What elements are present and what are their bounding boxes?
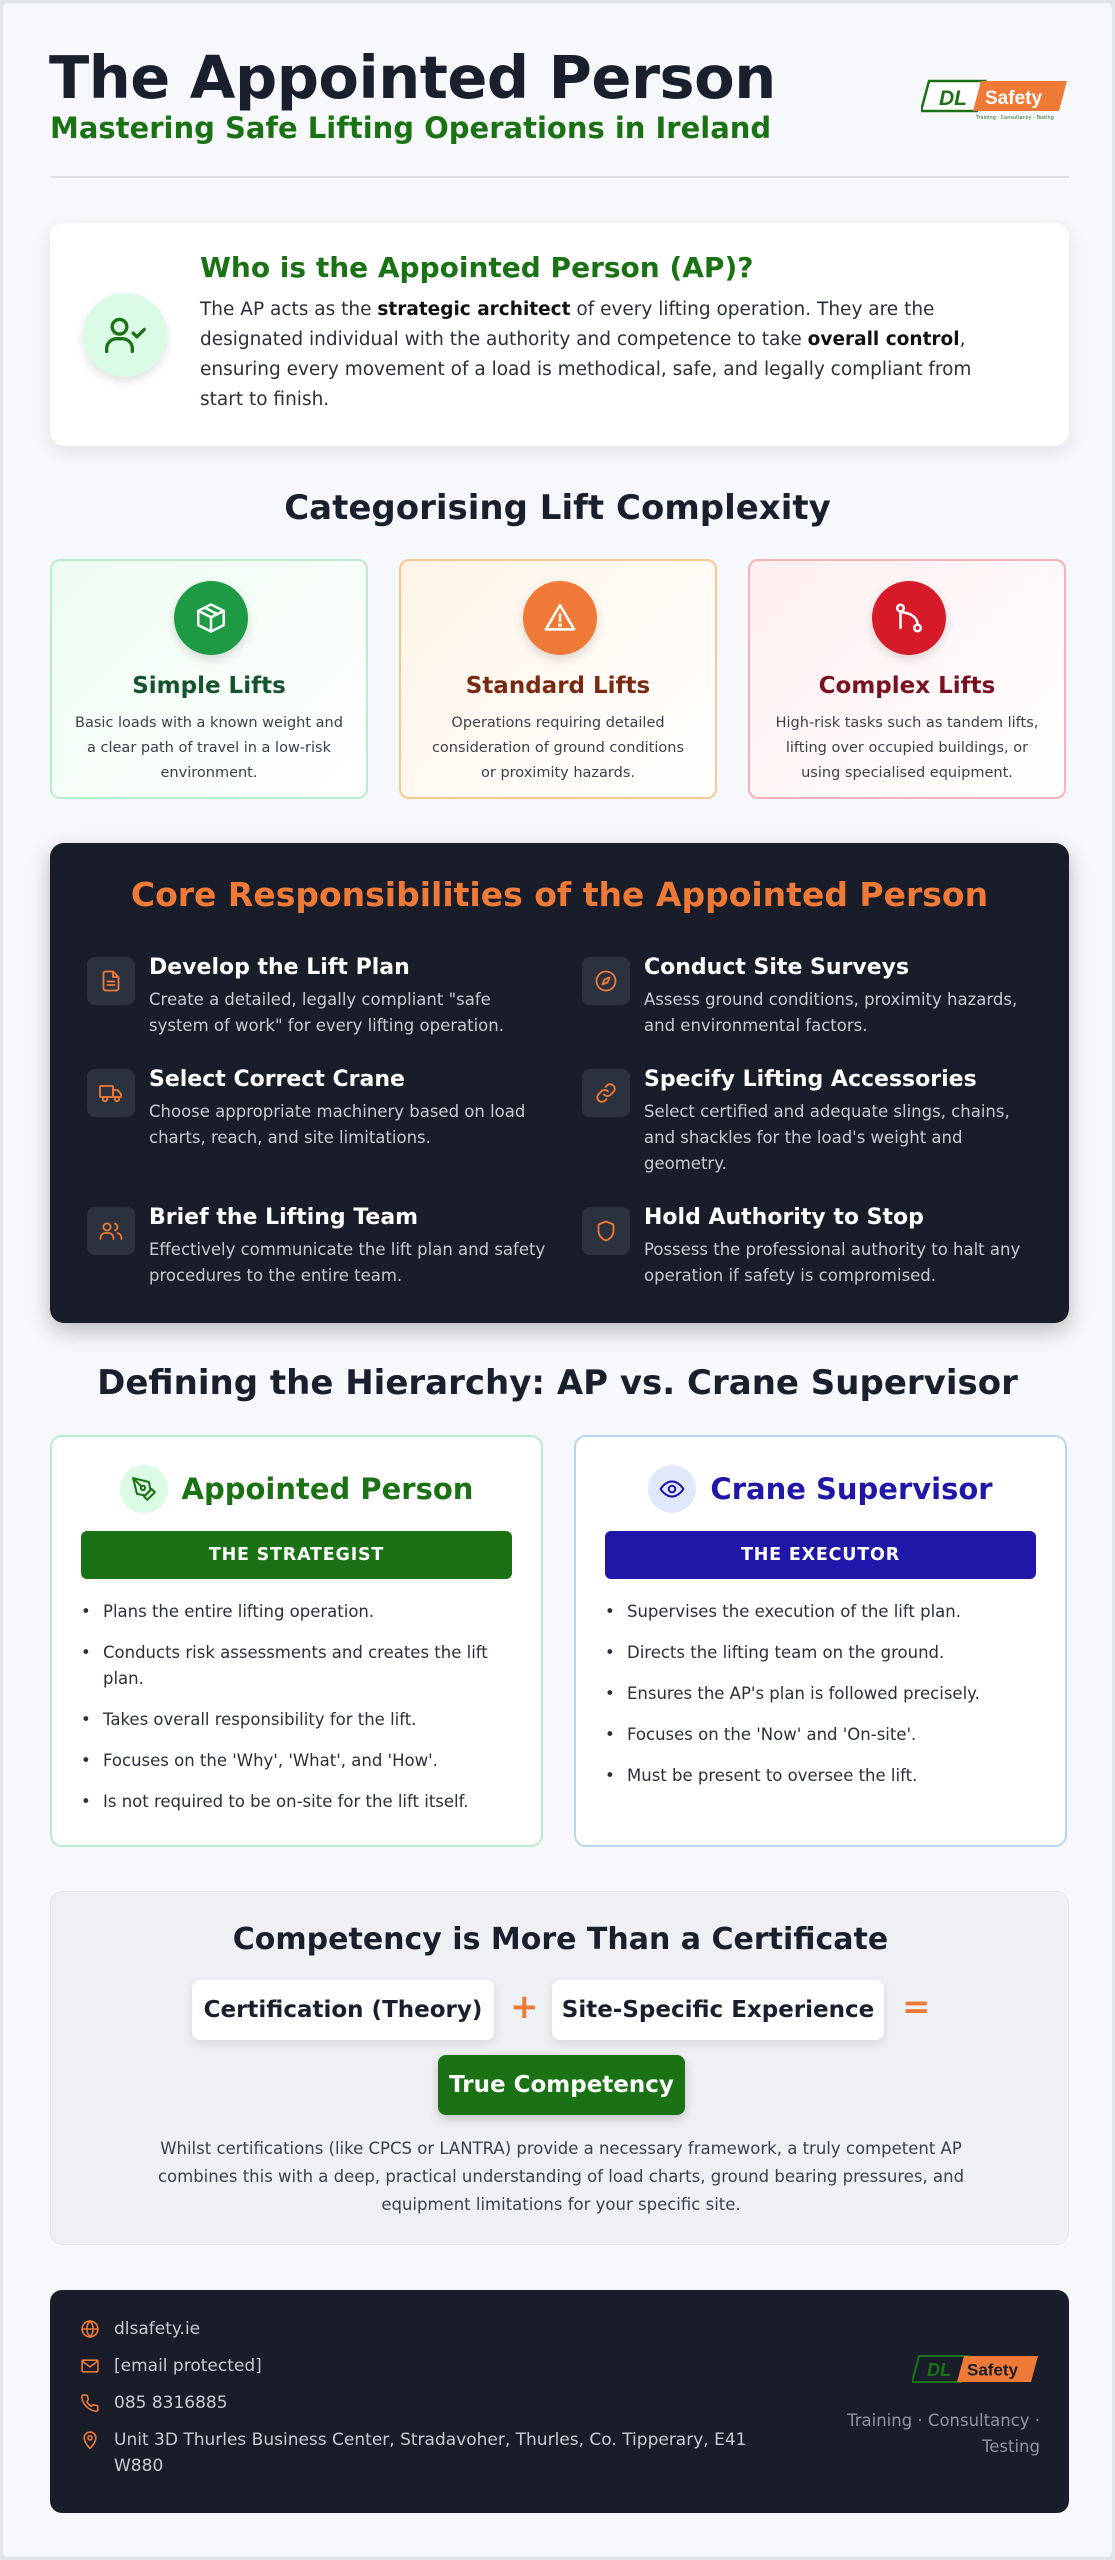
header-divider [50,176,1069,178]
document-icon [87,957,135,1005]
footer-logo-dl: DL [927,2360,951,2380]
crane-supervisor-title: Crane Supervisor [710,1472,993,1506]
dl-safety-logo[interactable] [921,79,1069,121]
resp-title: Specify Lifting Accessories [644,1067,977,1092]
link-icon [582,1069,630,1117]
complex-lifts-card [748,559,1066,799]
footer-address [78,2427,758,2479]
appointed-person-card [50,1435,543,1847]
truck-icon [87,1069,135,1117]
footer-website[interactable] [78,2316,200,2342]
map-pin-icon [78,2427,102,2453]
simple-lifts-card [50,559,368,799]
resp-title: Develop the Lift Plan [149,955,410,980]
crane-supervisor-header [576,1465,1065,1513]
phone-icon [78,2390,102,2416]
resp-title: Hold Authority to Stop [644,1205,924,1230]
footer-phone[interactable] [78,2390,228,2416]
true-competency-pill: True Competency [438,2055,685,2115]
competency-text: Whilst certifications (like CPCS or LANTRA) provide a necessary framework, a truly competent AP combines this with a deep, practical understanding of load charts, ground bearing pressures, and equipment limitations for your specific site. [157,2139,965,2214]
complex-lifts-text: High-risk tasks such as tandem lifts, lifting over occupied buildings, or using specialised equipment. [775,715,1039,781]
appointed-person-title: Appointed Person [181,1472,474,1506]
appointed-person-header [52,1465,541,1513]
core-responsibilities-panel [50,843,1069,1323]
mail-icon [78,2353,102,2379]
ap-intro-text: The AP acts as the strategic architect of every lifting operation. They are the designated individual with the authority and competence to take overall control, ensuring every movement of a load is methodical, safe, and legally compliant from start to finish. [200,299,972,410]
compass-icon [582,957,630,1005]
resp-text: Assess ground conditions, proximity hazards, and environmental factors. [644,990,1018,1035]
simple-lifts-text: Basic loads with a known weight and a clear path of travel in a low-risk environment. [75,715,343,781]
pen-tool-icon [120,1465,168,1513]
appointed-person-list [81,1599,516,1830]
footer-address-text: Unit 3D Thurles Business Center, Stradavoher, Thurles, Co. Tipperary, E41 W880 [114,2430,747,2476]
footer-website-text[interactable]: dlsafety.ie [114,2319,201,2339]
competency-panel [50,1891,1069,2245]
resp-text: Choose appropriate machinery based on load charts, reach, and site limitations. [149,1102,526,1147]
users-icon [87,1207,135,1255]
ap-intro-card [50,223,1069,446]
footer-email[interactable] [78,2353,262,2379]
list-item: • Takes overall responsibility for the lift. [81,1707,516,1733]
competency-heading: Competency is More Than a Certificate [232,1922,889,1957]
globe-icon [78,2316,102,2342]
plus-sign: + [510,1987,539,2027]
resp-text: Create a detailed, legally compliant "safe system of work" for every lifting operation. [149,990,504,1035]
resp-title: Brief the Lifting Team [149,1205,419,1230]
resp-text: Possess the professional authority to halt any operation if safety is compromised. [644,1240,1021,1285]
strategist-band: THE STRATEGIST [81,1531,512,1579]
eye-icon [648,1465,696,1513]
page-subtitle: Mastering Safe Lifting Operations in Ireland [50,111,772,145]
standard-lifts-text: Operations requiring detailed consideration of ground conditions or proximity hazards. [431,715,685,781]
executor-band: THE EXECUTOR [605,1531,1036,1579]
simple-lifts-title: Simple Lifts [132,673,286,699]
equals-sign: = [902,1987,931,2027]
certification-pill: Certification (Theory) [192,1980,494,2040]
list-item: • Plans the entire lifting operation. [81,1599,516,1625]
resp-title: Conduct Site Surveys [644,955,910,980]
ap-intro-heading: Who is the Appointed Person (AP)? [200,251,754,284]
ap-intro-bold-control: overall control [807,329,960,350]
complex-lifts-title: Complex Lifts [818,673,996,699]
logo-dl-text: DL [939,87,967,110]
footer-email-text[interactable]: [email protected] [114,2356,262,2376]
page-title: The Appointed Person [49,43,776,112]
footer-tagline: Training · Consultancy · Testing [847,2411,1040,2456]
shield-icon [582,1207,630,1255]
list-item: • Supervises the execution of the lift plan. [605,1599,1040,1625]
hierarchy-heading: Defining the Hierarchy: AP vs. Crane Supervisor [97,1363,1018,1403]
resp-title: Select Correct Crane [149,1067,405,1092]
crane-supervisor-card [574,1435,1067,1847]
ap-intro-bold-strategic: strategic architect [377,299,571,320]
footer-phone-text[interactable]: 085 8316885 [114,2393,228,2413]
list-item: • Must be present to oversee the lift. [605,1763,1040,1789]
list-item: • Directs the lifting team on the ground. [605,1640,1040,1666]
complexity-heading: Categorising Lift Complexity [284,488,831,528]
user-check-icon [83,293,167,377]
footer [50,2290,1069,2513]
list-item: • Is not required to be on-site for the lift itself. [81,1789,516,1815]
standard-lifts-card [399,559,717,799]
logo-tagline: Training · Consultancy · Testing [976,115,1054,121]
core-heading: Core Responsibilities of the Appointed Person [130,875,989,914]
list-item: • Conducts risk assessments and creates the lift plan. [81,1640,516,1692]
page [3,3,1112,2557]
resp-text: Select certified and adequate slings, chains, and shackles for the load's weight and geometry. [644,1102,1010,1173]
list-item: • Ensures the AP's plan is followed precisely. [605,1681,1040,1707]
list-item: • Focuses on the 'Now' and 'On-site'. [605,1722,1040,1748]
experience-pill: Site-Specific Experience [552,1980,884,2040]
warning-icon [523,581,597,655]
footer-logo[interactable] [912,2354,1040,2384]
list-item: • Focuses on the 'Why', 'What', and 'How'. [81,1748,516,1774]
resp-text: Effectively communicate the lift plan and safety procedures to the entire team. [149,1240,546,1285]
standard-lifts-title: Standard Lifts [465,673,651,699]
footer-logo-safety: Safety [967,2360,1019,2380]
git-branch-icon [872,581,946,655]
logo-safety-text: Safety [985,88,1043,109]
box-icon [174,581,248,655]
crane-supervisor-list [605,1599,1040,1804]
